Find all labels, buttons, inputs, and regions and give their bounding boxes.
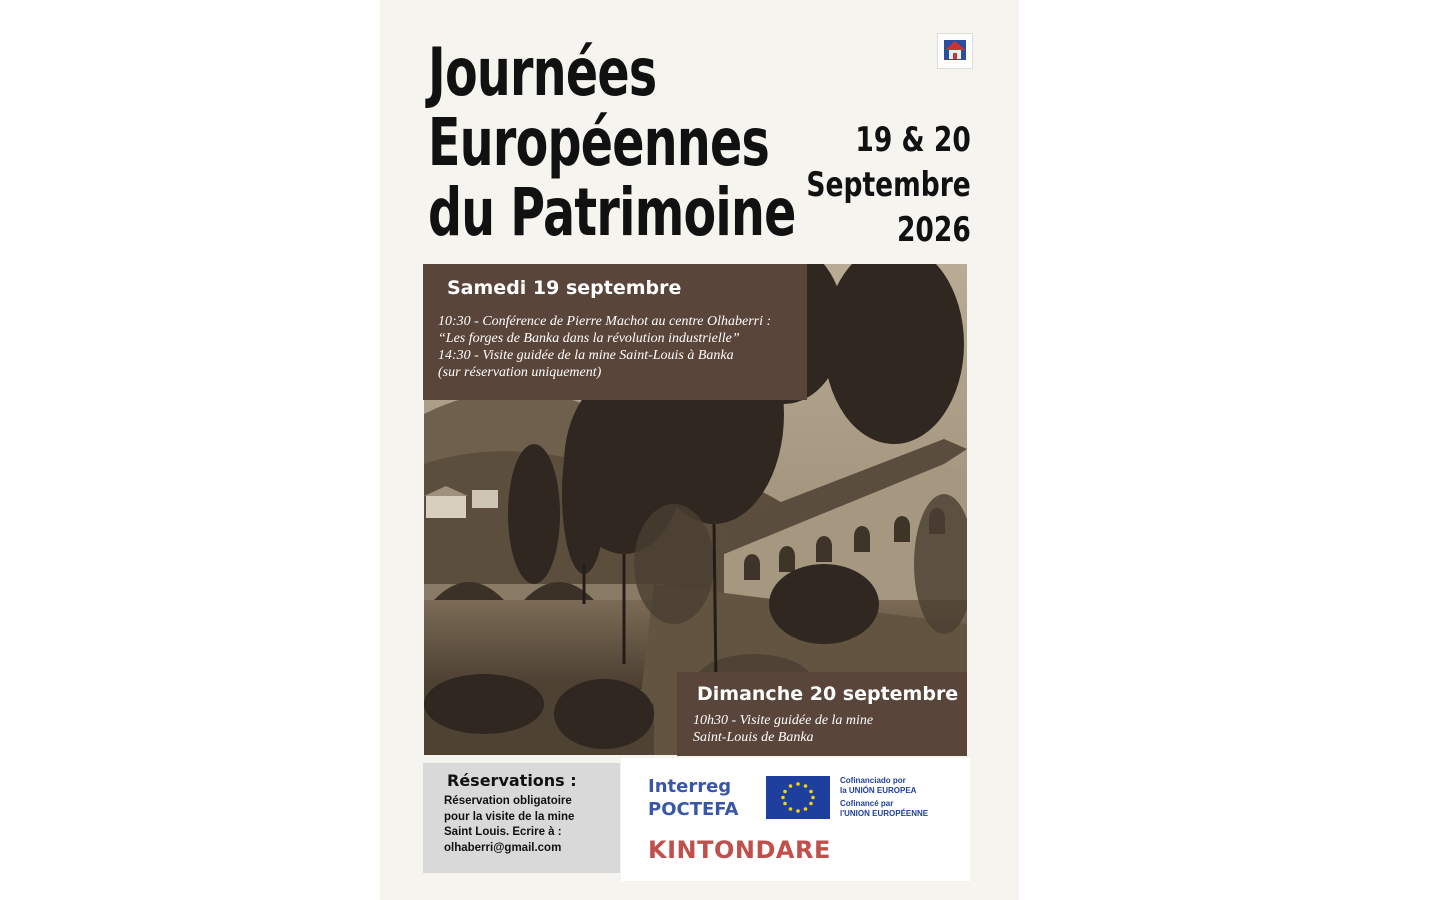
- samedi-line: “Les forges de Banka dans la révolution industrielle”: [438, 331, 740, 346]
- eu-stars-icon: [766, 776, 830, 819]
- dimanche-program-box: [677, 672, 967, 756]
- date-line-1: 19 & 20: [855, 120, 971, 160]
- interreg-poctefa-logo: [648, 775, 738, 821]
- reservations-text: [444, 794, 574, 856]
- date-line-3: 2026: [897, 210, 971, 250]
- samedi-line: (sur réservation uniquement): [438, 365, 602, 380]
- samedi-program-lines: [438, 313, 798, 381]
- kintondare-logo: KINTONDARE: [648, 836, 831, 864]
- samedi-program-box: [423, 264, 807, 400]
- poctefa-label: POCTEFA: [648, 799, 739, 820]
- reservations-line: Réservation obligatoire: [444, 795, 572, 807]
- reservations-box: [423, 763, 620, 873]
- samedi-heading: Samedi 19 septembre: [447, 277, 682, 299]
- eu-fr-line-1: Cofinancé par: [840, 799, 894, 808]
- title-line-2: Européennes: [428, 104, 770, 181]
- poster: [380, 0, 1019, 900]
- dimanche-program-lines: [693, 712, 873, 746]
- dimanche-heading: Dimanche 20 septembre: [697, 683, 959, 705]
- eu-flag-icon: [766, 776, 830, 819]
- reservations-email: olhaberri@gmail.com: [444, 841, 562, 854]
- samedi-line: 14:30 - Visite guidée de la mine Saint-Louis à Banka: [438, 348, 734, 363]
- eu-cofinancing-text: [840, 776, 928, 819]
- reservations-line: pour la visite de la mine: [444, 810, 575, 823]
- eu-es-line-2: la UNIÓN EUROPEA: [840, 786, 917, 795]
- eu-es-line-1: Cofinanciado por: [840, 776, 906, 785]
- event-date: [760, 118, 971, 253]
- organization-logo: [937, 33, 973, 69]
- samedi-line: 10:30 - Conférence de Pierre Machot au centre Olhaberri :: [438, 314, 772, 329]
- dimanche-line: 10h30 - Visite guidée de la mine: [693, 713, 874, 728]
- reservations-line: Saint Louis. Ecrire à :: [444, 826, 562, 838]
- eu-fr-line-2: l'UNION EUROPÉENNE: [840, 809, 929, 818]
- title-line-3: du Patrimoine: [428, 174, 796, 251]
- partner-logos: [621, 758, 970, 881]
- logo-emblem-icon: [938, 34, 972, 68]
- dimanche-line: Saint-Louis de Banka: [693, 730, 814, 745]
- reservations-heading: Réservations :: [447, 771, 577, 790]
- interreg-label: Interreg: [648, 776, 732, 797]
- title-line-1: Journées: [428, 34, 657, 111]
- event-title: [428, 34, 796, 251]
- date-line-2: Septembre: [806, 165, 971, 205]
